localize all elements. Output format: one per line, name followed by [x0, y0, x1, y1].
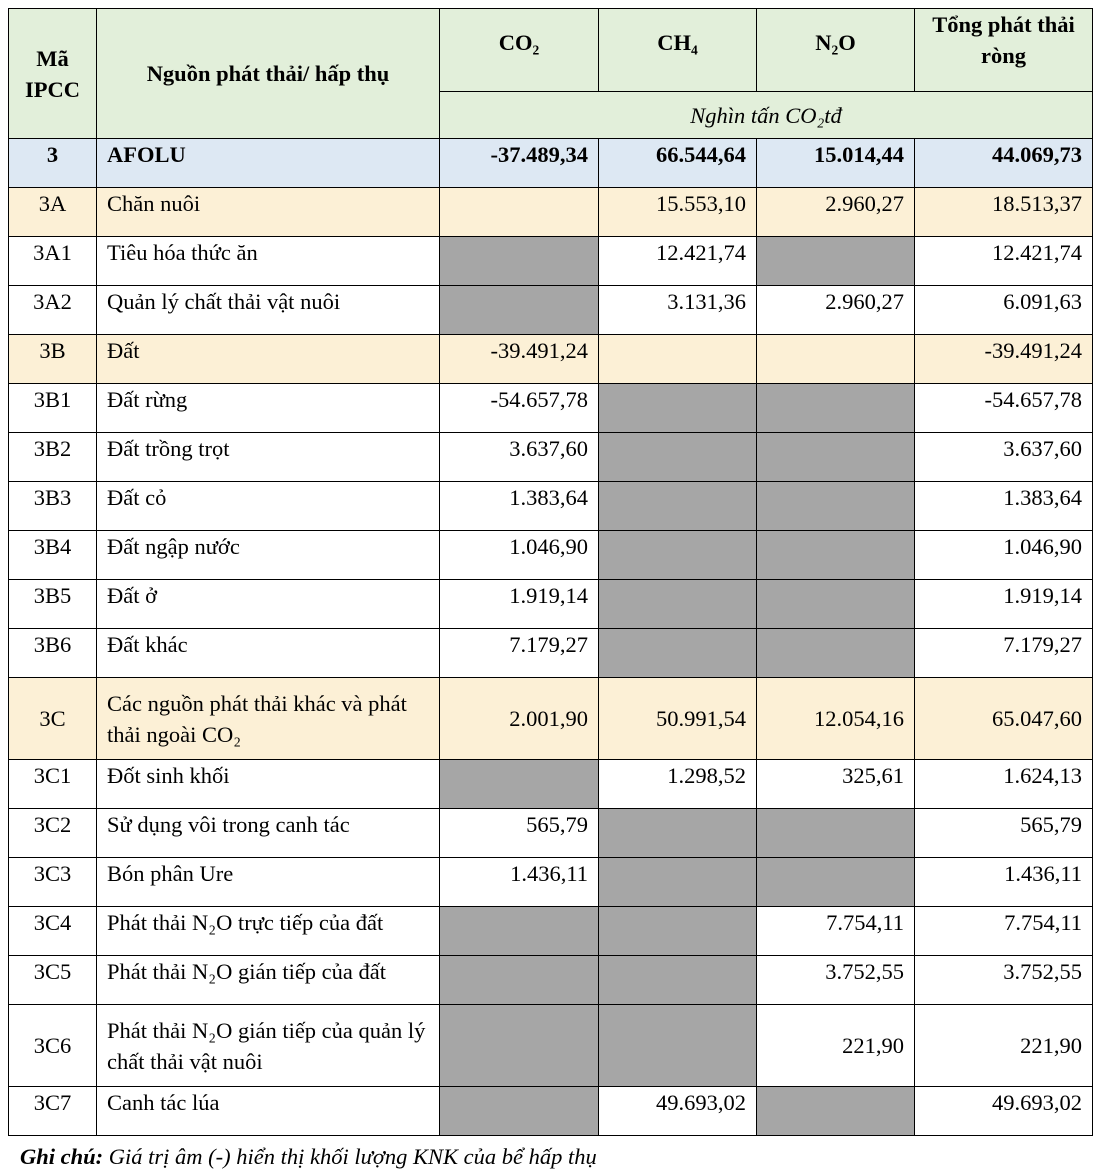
row-total-value: 7.754,11	[915, 907, 1093, 956]
row-co2-value: 7.179,27	[440, 629, 599, 678]
table-row	[9, 1087, 1093, 1136]
table-row	[9, 384, 1093, 433]
row-ch4-value: 3.131,36	[599, 286, 757, 335]
shaded-cell	[599, 1005, 757, 1087]
row-co2-value	[440, 188, 599, 237]
table-row	[9, 286, 1093, 335]
shaded-cell	[757, 629, 915, 678]
row-n2o-value: 325,61	[757, 760, 915, 809]
row-total-value: 65.047,60	[915, 678, 1093, 760]
row-ch4-value: 12.421,74	[599, 237, 757, 286]
row-ch4-value: 49.693,02	[599, 1087, 757, 1136]
row-code: 3B2	[9, 433, 97, 482]
row-source-name: Phát thải N₂O trực tiếp của đất	[97, 907, 440, 956]
row-n2o-value	[757, 335, 915, 384]
footnote-text: Giá trị âm (-) hiển thị khối lượng KNK của bể hấp thụ	[108, 1144, 597, 1169]
shaded-cell	[599, 482, 757, 531]
header-ch4: CH₄	[599, 9, 757, 92]
row-ch4-value: 1.298,52	[599, 760, 757, 809]
emissions-table	[8, 8, 1093, 1136]
row-co2-value: 1.046,90	[440, 531, 599, 580]
table-body	[9, 139, 1093, 1136]
row-total-value: 18.513,37	[915, 188, 1093, 237]
table-row	[9, 335, 1093, 384]
shaded-cell	[440, 286, 599, 335]
header-n2o: N₂O	[757, 9, 915, 92]
shaded-cell	[599, 809, 757, 858]
table-row	[9, 139, 1093, 188]
row-total-value: 1.383,64	[915, 482, 1093, 531]
header-unit: Nghìn tấn CO₂tđ	[440, 92, 1093, 139]
row-co2-value: 3.637,60	[440, 433, 599, 482]
shaded-cell	[599, 629, 757, 678]
row-code: 3A	[9, 188, 97, 237]
footnote	[20, 1144, 597, 1170]
row-total-value: -39.491,24	[915, 335, 1093, 384]
header-co2: CO₂	[440, 9, 599, 92]
row-source-name: Phát thải N₂O gián tiếp của quản lý chất thải vật nuôi	[97, 1005, 440, 1087]
row-code: 3C3	[9, 858, 97, 907]
row-source-name: Các nguồn phát thải khác và phát thải ngoài CO₂	[97, 678, 440, 760]
row-code: 3C2	[9, 809, 97, 858]
header-code: Mã IPCC	[9, 9, 97, 139]
row-co2-value: -37.489,34	[440, 139, 599, 188]
row-code: 3B	[9, 335, 97, 384]
table-row	[9, 760, 1093, 809]
row-source-name: Đất cỏ	[97, 482, 440, 531]
row-total-value: 1.624,13	[915, 760, 1093, 809]
footnote-label: Ghi chú:	[20, 1144, 104, 1169]
row-n2o-value: 221,90	[757, 1005, 915, 1087]
shaded-cell	[599, 531, 757, 580]
row-code: 3C1	[9, 760, 97, 809]
shaded-cell	[440, 956, 599, 1005]
row-co2-value: -54.657,78	[440, 384, 599, 433]
shaded-cell	[440, 760, 599, 809]
row-code: 3C	[9, 678, 97, 760]
row-code: 3	[9, 139, 97, 188]
shaded-cell	[757, 809, 915, 858]
row-code: 3C6	[9, 1005, 97, 1087]
table-row	[9, 531, 1093, 580]
row-total-value: 3.637,60	[915, 433, 1093, 482]
table-row	[9, 956, 1093, 1005]
shaded-cell	[757, 531, 915, 580]
row-co2-value: 2.001,90	[440, 678, 599, 760]
table-row	[9, 580, 1093, 629]
row-ch4-value: 15.553,10	[599, 188, 757, 237]
shaded-cell	[599, 907, 757, 956]
row-ch4-value: 66.544,64	[599, 139, 757, 188]
row-source-name: Quản lý chất thải vật nuôi	[97, 286, 440, 335]
shaded-cell	[599, 384, 757, 433]
header-source: Nguồn phát thải/ hấp thụ	[97, 9, 440, 139]
shaded-cell	[757, 1087, 915, 1136]
row-source-name: Chăn nuôi	[97, 188, 440, 237]
table-row	[9, 678, 1093, 760]
row-n2o-value: 12.054,16	[757, 678, 915, 760]
row-source-name: Bón phân Ure	[97, 858, 440, 907]
row-code: 3C5	[9, 956, 97, 1005]
table-row	[9, 433, 1093, 482]
row-source-name: Đất	[97, 335, 440, 384]
row-code: 3A2	[9, 286, 97, 335]
row-total-value: 44.069,73	[915, 139, 1093, 188]
row-source-name: Đất khác	[97, 629, 440, 678]
row-total-value: 1.046,90	[915, 531, 1093, 580]
row-source-name: Phát thải N₂O gián tiếp của đất	[97, 956, 440, 1005]
table-row	[9, 907, 1093, 956]
shaded-cell	[757, 237, 915, 286]
row-source-name: Đất ở	[97, 580, 440, 629]
row-co2-value: 1.383,64	[440, 482, 599, 531]
row-n2o-value: 2.960,27	[757, 286, 915, 335]
shaded-cell	[757, 384, 915, 433]
row-code: 3A1	[9, 237, 97, 286]
row-total-value: 7.179,27	[915, 629, 1093, 678]
shaded-cell	[440, 237, 599, 286]
table-row	[9, 629, 1093, 678]
row-source-name: Đất trồng trọt	[97, 433, 440, 482]
row-n2o-value: 15.014,44	[757, 139, 915, 188]
row-total-value: 3.752,55	[915, 956, 1093, 1005]
shaded-cell	[757, 580, 915, 629]
row-n2o-value: 3.752,55	[757, 956, 915, 1005]
table-row	[9, 858, 1093, 907]
shaded-cell	[440, 1005, 599, 1087]
row-total-value: 12.421,74	[915, 237, 1093, 286]
shaded-cell	[757, 482, 915, 531]
row-source-name: Đốt sinh khối	[97, 760, 440, 809]
row-total-value: 6.091,63	[915, 286, 1093, 335]
row-code: 3B1	[9, 384, 97, 433]
row-code: 3B3	[9, 482, 97, 531]
row-n2o-value: 2.960,27	[757, 188, 915, 237]
table-row	[9, 188, 1093, 237]
row-co2-value: 1.919,14	[440, 580, 599, 629]
row-ch4-value: 50.991,54	[599, 678, 757, 760]
row-code: 3C4	[9, 907, 97, 956]
shaded-cell	[757, 433, 915, 482]
shaded-cell	[440, 907, 599, 956]
row-source-name: Tiêu hóa thức ăn	[97, 237, 440, 286]
shaded-cell	[440, 1087, 599, 1136]
shaded-cell	[599, 956, 757, 1005]
shaded-cell	[757, 858, 915, 907]
row-source-name: Đất rừng	[97, 384, 440, 433]
table-row	[9, 237, 1093, 286]
table-row	[9, 1005, 1093, 1087]
header-total: Tổng phát thải ròng	[915, 9, 1093, 92]
row-total-value: -54.657,78	[915, 384, 1093, 433]
row-total-value: 1.919,14	[915, 580, 1093, 629]
row-code: 3B4	[9, 531, 97, 580]
row-ch4-value	[599, 335, 757, 384]
row-n2o-value: 7.754,11	[757, 907, 915, 956]
shaded-cell	[599, 433, 757, 482]
row-source-name: AFOLU	[97, 139, 440, 188]
row-code: 3C7	[9, 1087, 97, 1136]
table-row	[9, 482, 1093, 531]
row-total-value: 49.693,02	[915, 1087, 1093, 1136]
row-source-name: Sử dụng vôi trong canh tác	[97, 809, 440, 858]
row-co2-value: 565,79	[440, 809, 599, 858]
row-co2-value: -39.491,24	[440, 335, 599, 384]
row-co2-value: 1.436,11	[440, 858, 599, 907]
row-source-name: Canh tác lúa	[97, 1087, 440, 1136]
table-row	[9, 809, 1093, 858]
row-total-value: 565,79	[915, 809, 1093, 858]
row-code: 3B5	[9, 580, 97, 629]
shaded-cell	[599, 580, 757, 629]
row-source-name: Đất ngập nước	[97, 531, 440, 580]
row-total-value: 221,90	[915, 1005, 1093, 1087]
row-code: 3B6	[9, 629, 97, 678]
shaded-cell	[599, 858, 757, 907]
row-total-value: 1.436,11	[915, 858, 1093, 907]
